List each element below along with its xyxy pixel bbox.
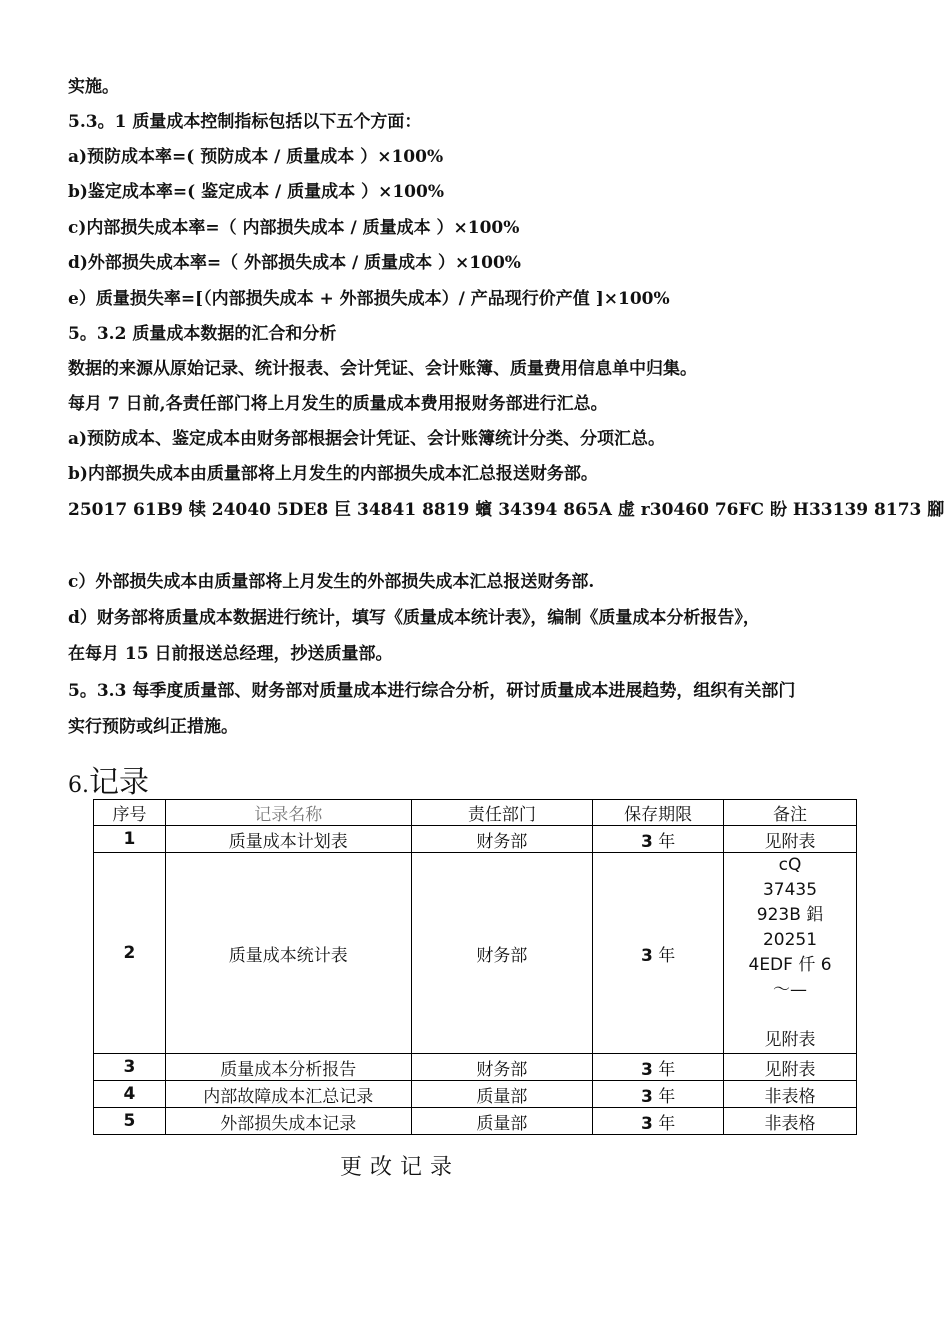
text-line: 实行预防或纠正措施。 (68, 717, 238, 737)
period-unit: 年 (658, 1086, 676, 1107)
period-unit: 年 (658, 831, 676, 852)
table-row (94, 853, 857, 1054)
note-line: cQ (778, 855, 802, 875)
row-number: 2 (94, 853, 166, 1054)
text-line: b)内部损失成本由质量部将上月发生的内部损失成本汇总报送财务部。 (68, 464, 598, 484)
row-number: 4 (94, 1081, 166, 1108)
note-line (726, 1003, 854, 1028)
record-name: 质量成本分析报告 (165, 1054, 411, 1081)
header-cell: 记录名称 (165, 800, 411, 826)
record-dept: 财务部 (411, 826, 593, 853)
record-period (593, 826, 724, 853)
records-table (93, 799, 857, 1135)
record-period (593, 1108, 724, 1135)
note-line: 〜— (773, 980, 808, 1000)
text-line: c)内部损失成本率=（ 内部损失成本 / 质量成本 ）×100% (68, 218, 520, 238)
section-number: 6. (68, 773, 89, 798)
text-line: 25017 61B9 犊 24040 5DE8 巨 34841 8819 蠙 34394 865A 虚 r30460 76FC 盼 H33139 8173 腳 (68, 500, 945, 520)
period-number: 3 (641, 1113, 653, 1134)
record-note: 见附表 (724, 826, 857, 853)
text-line: 每月 7 日前,各责任部门将上月发生的质量成本费用报财务部进行汇总。 (68, 394, 608, 414)
period-number: 3 (641, 1086, 653, 1107)
text-line: 5。3.3 每季度质量部、财务部对质量成本进行综合分析，研讨质量成本进展趋势，组织有关部门 (68, 681, 796, 701)
text-line: 实施。 (68, 77, 119, 97)
period-number: 3 (641, 831, 653, 852)
header-cell: 保存期限 (593, 800, 724, 826)
note-line: 37435 (762, 880, 818, 900)
period-unit: 年 (658, 1113, 676, 1134)
record-name: 质量成本计划表 (165, 826, 411, 853)
record-period (593, 1054, 724, 1081)
text-line: d)外部损失成本率=（ 外部损失成本 / 质量成本 ）×100% (68, 253, 521, 273)
record-note: 非表格 (724, 1081, 857, 1108)
change-record-title: 更改记录 (340, 1155, 461, 1180)
row-number: 3 (94, 1054, 166, 1081)
period-unit: 年 (658, 945, 676, 966)
period-number: 3 (641, 945, 653, 966)
table-header-row (94, 800, 857, 826)
record-dept: 财务部 (411, 1054, 593, 1081)
record-note: 非表格 (724, 1108, 857, 1135)
table-row (94, 1081, 857, 1108)
text-line: d）财务部将质量成本数据进行统计，填写《质量成本统计表》，编制《质量成本分析报告》， (68, 608, 760, 628)
record-note (724, 853, 857, 1054)
note-line: 见附表 (764, 1030, 816, 1050)
period-unit: 年 (658, 1059, 676, 1080)
header-cell: 序号 (94, 800, 166, 826)
text-line: 数据的来源从原始记录、统计报表、会计凭证、会计账簿、质量费用信息单中归集。 (68, 359, 697, 379)
text-line: 在每月 15 日前报送总经理，抄送质量部。 (68, 644, 393, 664)
period-number: 3 (641, 1059, 653, 1080)
record-dept: 财务部 (411, 853, 593, 1054)
section-heading (68, 757, 149, 801)
record-period (593, 853, 724, 1054)
row-number: 1 (94, 826, 166, 853)
note-line: 923B 鋁 (756, 905, 824, 925)
text-line: a)预防成本率=( 预防成本 / 质量成本 ）×100% (68, 147, 444, 167)
text-line: 5.3。1 质量成本控制指标包括以下五个方面： (68, 112, 422, 132)
record-dept: 质量部 (411, 1081, 593, 1108)
note-line: 20251 (762, 930, 818, 950)
text-line: a)预防成本、鉴定成本由财务部根据会计凭证、会计账簿统计分类、分项汇总。 (68, 429, 666, 449)
section-title: 记录 (89, 765, 149, 800)
record-name: 内部故障成本汇总记录 (165, 1081, 411, 1108)
header-cell: 责任部门 (411, 800, 593, 826)
text-line: 5。3.2 质量成本数据的汇合和分析 (68, 324, 337, 344)
record-name: 外部损失成本记录 (165, 1108, 411, 1135)
record-dept: 质量部 (411, 1108, 593, 1135)
header-cell: 备注 (724, 800, 857, 826)
text-line: e）质量损失率=[（内部损失成本 + 外部损失成本）/ 产品现行价产值 ]×100% (68, 289, 670, 309)
text-line: c）外部损失成本由质量部将上月发生的外部损失成本汇总报送财务部. (68, 572, 595, 592)
table-row (94, 1054, 857, 1081)
record-name: 质量成本统计表 (165, 853, 411, 1054)
record-note: 见附表 (724, 1054, 857, 1081)
record-period (593, 1081, 724, 1108)
note-line: 4EDF 仟 6 (748, 955, 832, 975)
row-number: 5 (94, 1108, 166, 1135)
table-row (94, 826, 857, 853)
table-row (94, 1108, 857, 1135)
text-line: b)鉴定成本率=( 鉴定成本 / 质量成本 ）×100% (68, 182, 444, 202)
